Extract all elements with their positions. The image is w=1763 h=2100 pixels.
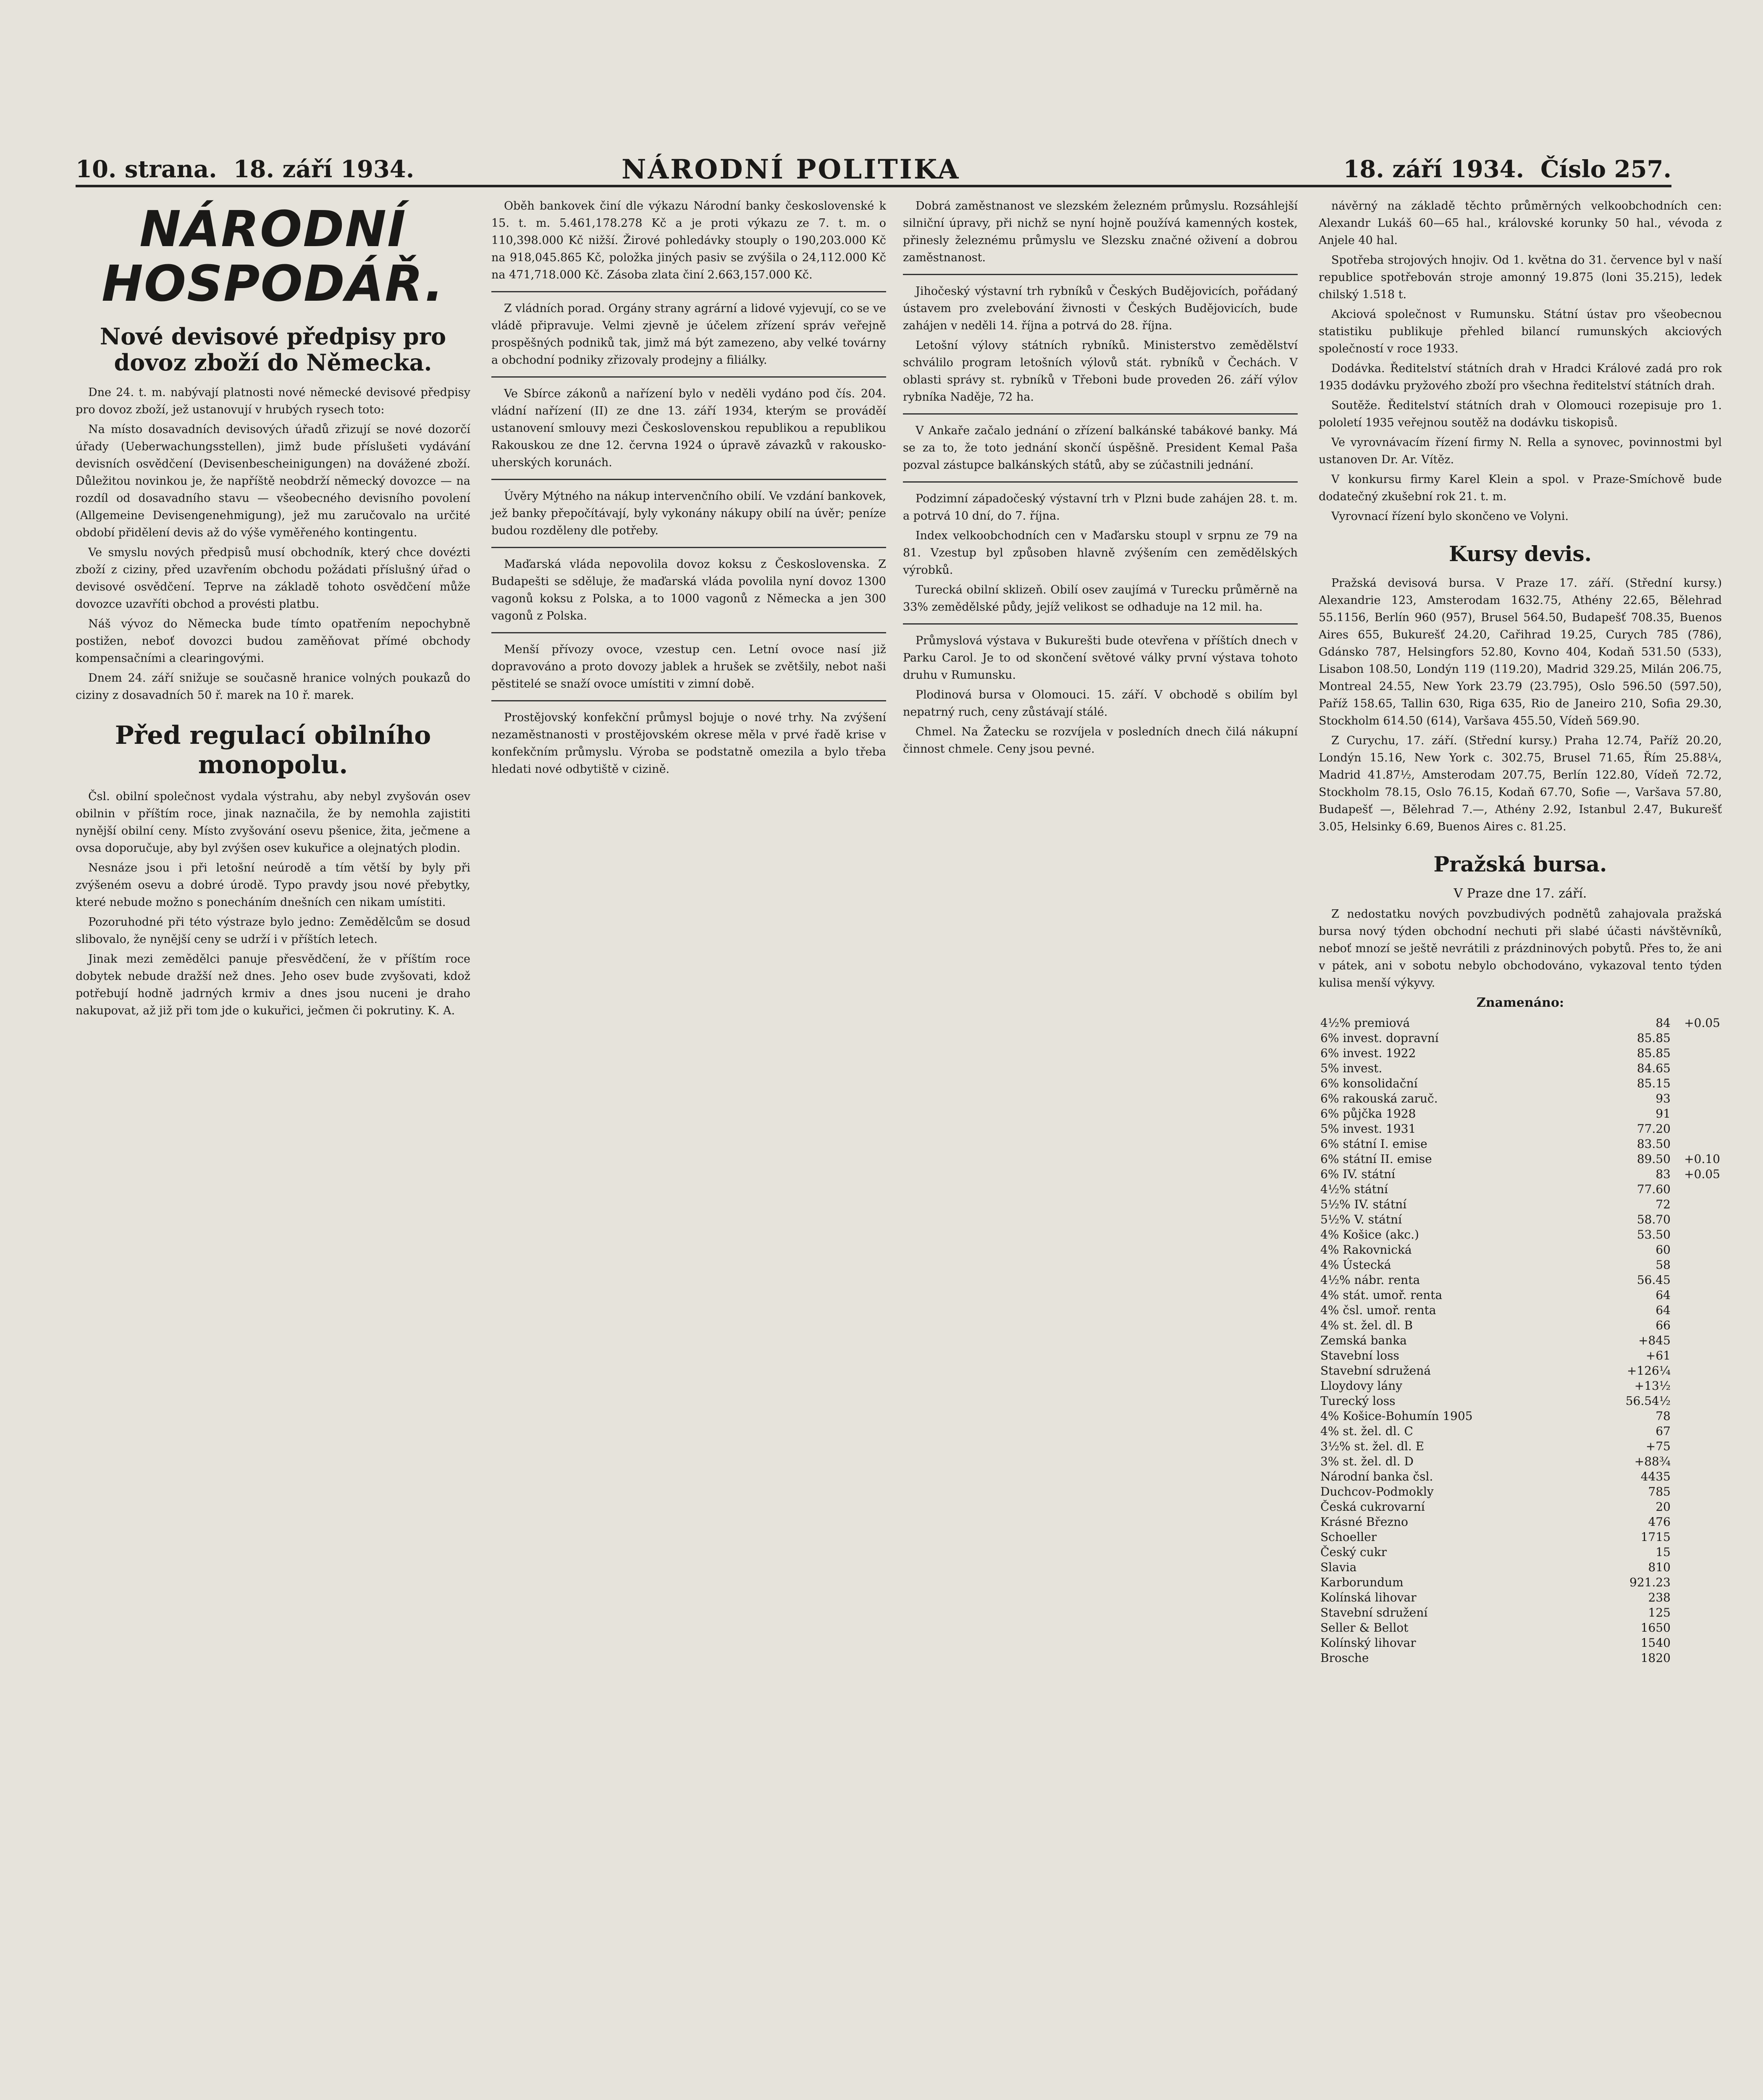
bond-value: 66 — [1655, 1318, 1671, 1332]
bond-change — [1672, 1031, 1722, 1046]
divider — [491, 291, 886, 292]
bond-row — [1319, 1515, 1722, 1530]
bond-name: 4½% státní — [1320, 1182, 1388, 1196]
bond-value: 83.50 — [1637, 1137, 1671, 1151]
bond-value: 1820 — [1640, 1651, 1671, 1665]
bond-value: 60 — [1655, 1243, 1671, 1257]
bond-change — [1672, 1091, 1722, 1106]
bond-change — [1672, 1620, 1722, 1635]
bond-name: 4% stát. umoř. renta — [1320, 1288, 1443, 1302]
bond-name: Krásné Březno — [1320, 1515, 1409, 1529]
bond-value: 85.85 — [1637, 1031, 1671, 1045]
news-item: Podzimní západočeský výstavní trh v Plzni bude zahájen 28. t. m. a potrvá 10 dní, do 7. října. — [903, 492, 1298, 522]
bond-value: 84.65 — [1637, 1061, 1671, 1075]
bond-change — [1672, 1227, 1722, 1242]
bond-value: 83 — [1655, 1167, 1671, 1181]
bond-name: Kolínská lihovar — [1320, 1591, 1417, 1604]
bond-value: +88¾ — [1634, 1454, 1671, 1468]
bond-change — [1672, 1409, 1722, 1424]
bursa-text: Z nedostatku nových povzbudivých podnětů zahajovala pražská bursa nový týden obchodní nechuti při slabé účasti návštěvníků, neboť mnozí se ještě nevrátili z prázdninových pobytů. Přes to, že ani v pátek, ani v sobotu nebylo obchodováno, vykazoval tento týden kulisa menší výkyvy. — [1319, 908, 1722, 990]
bond-change — [1672, 1061, 1722, 1076]
news-item: Turecká obilní sklizeň. Obilí osev zaujímá v Turecku průměrně na 33% zemědělské půdy, jejíž velikost se odhaduje na 12 mil. ha. — [903, 583, 1298, 614]
news-item: Plodinová bursa v Olomouci. 15. září. V obchodě s obilím byl nepatrný ruch, ceny zůstávají stálé. — [903, 688, 1298, 719]
news-item: Vyrovnací řízení bylo skončeno ve Volyni. — [1331, 510, 1569, 523]
bond-value: 810 — [1648, 1560, 1671, 1574]
bond-row — [1319, 1394, 1722, 1409]
bond-change — [1672, 1394, 1722, 1409]
bond-name: 4% Košice-Bohumín 1905 — [1320, 1409, 1473, 1423]
bond-row — [1319, 1273, 1722, 1288]
article-paragraph: Nesnáze jsou i při letošní neúrodě a tím větší by byly při zvýšeném osevu a dobré úrodě. Typo pravdy jsou nové přebytky, které nebude možno s ponecháním dnešních cen nikam umístiti. — [76, 861, 470, 909]
bond-row — [1319, 1590, 1722, 1605]
bond-row — [1319, 1454, 1722, 1469]
bond-change — [1672, 1363, 1722, 1378]
divider — [903, 274, 1298, 275]
bond-row — [1319, 1303, 1722, 1318]
bond-name: Karborundum — [1320, 1575, 1404, 1589]
headline-devisove-predpisy: Nové devisové předpisy pro dovoz zboží do Německa. — [100, 323, 446, 376]
bond-row — [1319, 1016, 1722, 1031]
bond-row — [1319, 1076, 1722, 1091]
bond-value: 89.50 — [1637, 1152, 1671, 1166]
divider — [903, 481, 1298, 483]
news-item: Dobrá zaměstnanost ve slezském železném průmyslu. Rozsáhlejší silniční úpravy, při nichž se nyní hojně používá kamenných kostek, přinesly železnému průmyslu ve Slezsku značné oživení a dobrou zaměstnanost. — [903, 200, 1298, 264]
bond-row — [1319, 1257, 1722, 1273]
bond-name: 5½% V. státní — [1320, 1213, 1402, 1226]
bond-value: +61 — [1645, 1349, 1671, 1362]
bond-name: Stavební loss — [1320, 1349, 1399, 1362]
bond-row — [1319, 1348, 1722, 1363]
bond-row — [1319, 1620, 1722, 1635]
page-number: 10. strana. 18. září 1934. — [76, 155, 415, 183]
bond-row — [1319, 1651, 1722, 1666]
news-item: Ve Sbírce zákonů a nařízení bylo v neděli vydáno pod čís. 204. vládní nařízení (II) ze dne 13. září 1934, kterým se prováděí ustanovení smlouvy mezi Československou republikou a republikou Rakouskou ze dne 12. června 1924 o úpravě závazků v rakousko-uherských korunách. — [491, 387, 886, 469]
bond-value: 785 — [1648, 1485, 1671, 1499]
bond-name: Seller & Bellot — [1320, 1621, 1409, 1635]
header-date-left: 18. září 1934. — [233, 155, 415, 183]
bond-row — [1319, 1318, 1722, 1333]
bond-name: 4% st. žel. dl. C — [1320, 1424, 1413, 1438]
bond-value: 921.23 — [1629, 1575, 1671, 1589]
bond-row — [1319, 1152, 1722, 1167]
bond-name: 6% invest. 1922 — [1320, 1046, 1416, 1060]
news-item: Index velkoobchodních cen v Maďarsku stoupl v srpnu ze 79 na 81. Vzestup byl způsoben hlavně zvýšením cen zemědělských výrobků. — [903, 529, 1298, 577]
bond-name: 6% státní II. emise — [1320, 1152, 1432, 1166]
bond-row — [1319, 1333, 1722, 1348]
bond-name: Duchcov-Podmokly — [1320, 1485, 1434, 1499]
bond-name: 6% půjčka 1928 — [1320, 1107, 1416, 1121]
bond-name: 6% invest. dopravní — [1320, 1031, 1439, 1045]
bond-change — [1672, 1545, 1722, 1560]
bond-value: 1715 — [1640, 1530, 1671, 1544]
bond-row — [1319, 1469, 1722, 1484]
bond-name: Český cukr — [1320, 1545, 1387, 1559]
bond-value: 72 — [1655, 1197, 1671, 1211]
bond-value: 476 — [1648, 1515, 1671, 1529]
bond-value: 56.54½ — [1625, 1394, 1671, 1408]
news-item: Soutěže. Ředitelství státních drah v Olomouci rozepisuje pro 1. pololetí 1935 veřejnou soutěž na dodávku tiskopisů. — [1319, 399, 1722, 429]
bond-value: 56.45 — [1637, 1273, 1671, 1287]
column-4 — [1319, 197, 1722, 1666]
bond-row — [1319, 1046, 1722, 1061]
bond-change — [1672, 1651, 1722, 1666]
news-item: Chmel. Na Žatecku se rozvíjela v posledních dnech čilá nákupní činnost chmele. Ceny jsou pevné. — [903, 725, 1298, 756]
bond-change — [1672, 1530, 1722, 1545]
bond-name: 5½% IV. státní — [1320, 1197, 1407, 1211]
news-item: Prostějovský konfekční průmysl bojuje o nové trhy. Na zvýšení nezaměstnanosti v prostějovském okrese měla v prvé řadě krise v konfekčním průmyslu. Výroba se podstatně omezila a bylo třeba hledati nové odbytiště v cizině. — [491, 711, 886, 776]
bond-value: +13½ — [1634, 1379, 1671, 1393]
bond-name: Kolínský lihovar — [1320, 1636, 1416, 1650]
bond-row — [1319, 1575, 1722, 1590]
bond-name: Turecký loss — [1320, 1394, 1396, 1408]
bond-row — [1319, 1439, 1722, 1454]
bond-name: 4% st. žel. dl. B — [1320, 1318, 1413, 1332]
bond-name: Lloydovy lány — [1320, 1379, 1403, 1393]
bond-change — [1672, 1333, 1722, 1348]
news-item: Ve vyrovnávacím řízení firmy N. Rella a synovec, povinnostmi byl ustanoven Dr. Ar. Vítěz. — [1319, 436, 1722, 466]
bond-change — [1672, 1424, 1722, 1439]
bond-value: 58.70 — [1637, 1213, 1671, 1226]
bond-name: 4% Ústecká — [1320, 1258, 1391, 1272]
bond-change — [1672, 1046, 1722, 1061]
column-2 — [491, 197, 886, 780]
bond-value: 93 — [1655, 1092, 1671, 1105]
bond-value: 4435 — [1640, 1470, 1671, 1483]
bond-row — [1319, 1424, 1722, 1439]
bond-value: 85.15 — [1637, 1076, 1671, 1090]
bond-change — [1672, 1303, 1722, 1318]
headline-obilni-monopol: Před regulací obilního monopolu. — [115, 721, 431, 780]
bond-name: 4% Košice (akc.) — [1320, 1228, 1419, 1242]
news-item: Letošní výlovy státních rybníků. Ministerstvo zemědělství schválilo program letošních výlovů stát. rybníků v Čechách. V oblasti správy st. rybníků v Třeboni bude proveden 26. září výlov rybníka Naděje, 72 ha. — [903, 339, 1298, 404]
bond-change — [1672, 1515, 1722, 1530]
bond-row — [1319, 1061, 1722, 1076]
news-item: Jihočeský výstavní trh rybníků v Českých Budějovicích, pořádaný ústavem pro zvelebování živnosti v Českých Budějovicích, bude zahájen v neděli 14. října a potrvá do 28. října. — [903, 285, 1298, 332]
bond-row — [1319, 1484, 1722, 1499]
news-item: V Ankaře začalo jednání o zřízení balkánské tabákové banky. Má se za to, že toto jednání skončí úspěšně. President Kemal Paša pozval zástupce balkánských států, aby se zúčastnili jednání. — [903, 424, 1298, 472]
bond-value: 77.60 — [1637, 1182, 1671, 1196]
bond-row — [1319, 1197, 1722, 1212]
divider — [903, 413, 1298, 415]
bond-row — [1319, 1363, 1722, 1378]
bond-quotes-table — [1319, 1016, 1722, 1666]
bond-value: 53.50 — [1637, 1228, 1671, 1242]
bond-row — [1319, 1212, 1722, 1227]
news-item: Z vládních porad. Orgány strany agrární a lidové vyjevují, co se ve vládě připravuje. Velmi zjevně je účelem zřízení správ veřejně prospěšných podniků tak, jimž má být zamezeno, aby velké továrny a obchodní podniky zřizovaly prodejny a filiálky. — [491, 302, 886, 367]
bond-name: 5% invest. 1931 — [1320, 1122, 1416, 1136]
article-paragraph: Pozoruhodné při této výstraze bylo jedno: Zemědělcům se dosud slibovalo, že nynější ceny se udrží i v příštích letech. — [76, 916, 470, 946]
bond-name: 5% invest. — [1320, 1061, 1383, 1075]
bond-value: +845 — [1638, 1334, 1671, 1347]
bond-name: Česká cukrovarní — [1320, 1500, 1425, 1514]
bond-change — [1672, 1273, 1722, 1288]
bond-row — [1319, 1635, 1722, 1651]
news-item: Průmyslová výstava v Bukurešti bude otevřena v příštích dnech v Parku Carol. Je to od skončení světové války první výstava tohoto druhu v Rumunsku. — [903, 634, 1298, 682]
bond-value: 1540 — [1640, 1636, 1671, 1650]
bond-row — [1319, 1605, 1722, 1620]
page-header — [76, 151, 1671, 187]
bond-value: 91 — [1655, 1107, 1671, 1121]
bond-name: Brosche — [1320, 1651, 1369, 1665]
bond-change — [1672, 1499, 1722, 1515]
bond-name: 4½% premiová — [1320, 1016, 1410, 1030]
bond-change: +0.10 — [1684, 1152, 1720, 1166]
divider — [491, 632, 886, 633]
bond-value: 125 — [1648, 1606, 1671, 1620]
bond-value: 64 — [1655, 1288, 1671, 1302]
bond-value: 84 — [1655, 1016, 1671, 1030]
header-right — [1343, 155, 1671, 183]
bond-row — [1319, 1031, 1722, 1046]
kursy-text: Pražská devisová bursa. V Praze 17. září. (Střední kursy.) Alexandrie 123, Amsterodam 1632.75, Athény 22.65, Bělehrad 55.1156, Berlín 960 (957), Brusel 564.50, Budapešť 708.35, Buenos Aires 655, Bukurešť 24.20, Cařihrad 19.25, Curych 785 (786), Gdánsko 787, Helsingfors 52.80, Kovno 404, Kodaň 531.50 (533), Lisabon 108.50, Londýn 119 (119.20), Madrid 329.25, Milán 206.75, Montreal 24.55, New York 23.79 (23.795), Oslo 596.50 (597.50), Paříž 158.65, Tallin 630, Riga 635, Rio de Janeiro 210, Sofia 29.30, Stockholm 614.50 (614), Varšava 455.50, Vídeň 569.90. — [1319, 577, 1722, 727]
column-1 — [76, 197, 470, 1022]
headline-kursy-devis: Kursy devis. — [1448, 541, 1592, 566]
header-date-right: 18. září 1934. — [1343, 155, 1524, 183]
bond-row — [1319, 1121, 1722, 1137]
bond-change — [1672, 1197, 1722, 1212]
bond-name: Stavební sdružení — [1320, 1606, 1428, 1620]
bond-change — [1672, 1318, 1722, 1333]
article-paragraph: Dne 24. t. m. nabývají platnosti nové německé devisové předpisy pro dovoz zboží, jež ustanovují v hrubých rysech toto: — [76, 386, 470, 416]
bond-change — [1672, 1454, 1722, 1469]
bond-change — [1672, 1121, 1722, 1137]
issue-number: Číslo 257. — [1540, 155, 1671, 183]
article-paragraph: Čsl. obilní společnost vydala výstrahu, aby nebyl zvyšován osev obilnin v příštím roce, jinak naznačila, že by nemohla zajistiti nynější obilní ceny. Místo zvyšování osevu pšenice, žita, ječmene a ovsa doporučuje, aby byl zvýšen osev kukuřice a olejnatých plodin. — [76, 790, 470, 855]
news-item: návěrný na základě těchto průměrných velkoobchodních cen: Alexandr Lukáš 60—65 hal., královské korunky 50 hal., vévoda z Anjele 40 hal. — [1319, 200, 1722, 247]
news-item: Úvěry Mýtného na nákup intervenčního obilí. Ve vzdání bankovek, jež banky přepočítávají, byly vykonány nákupy obilí na úvěr; peníze budou rozděleny dle potřeby. — [491, 490, 886, 537]
bond-name: 3½% st. žel. dl. E — [1320, 1439, 1425, 1453]
bond-change — [1672, 1439, 1722, 1454]
news-item: Oběh bankovek činí dle výkazu Národní banky československé k 15. t. m. 5.461,178.278 Kč a je proti výkazu ze 7. t. m. o 110,398.000 Kč nižší. Žirové pohledávky stouply o 190,203.000 Kč na 918,045.865 Kč, položka jiných pasiv se zvýšila o 24,112.000 Kč na 471,718.000 Kč. Zásoba zlata činí 2.663,157.000 Kč. — [491, 200, 886, 281]
bond-change — [1672, 1469, 1722, 1484]
bond-name: 6% IV. státní — [1320, 1167, 1396, 1181]
bond-name: Slavia — [1320, 1560, 1357, 1574]
bond-value: 58 — [1655, 1258, 1671, 1272]
znamenano-label: Znamenáno: — [1476, 995, 1564, 1010]
bond-name: 3% st. žel. dl. D — [1320, 1454, 1414, 1468]
bursa-dateline: V Praze dne 17. září. — [1453, 886, 1587, 901]
bond-change — [1672, 1106, 1722, 1121]
bond-name: 6% státní I. emise — [1320, 1137, 1427, 1151]
bond-row — [1319, 1545, 1722, 1560]
bond-change — [1672, 1242, 1722, 1257]
bond-name: 4½% nábr. renta — [1320, 1273, 1420, 1287]
bond-change — [1672, 1288, 1722, 1303]
bond-row — [1319, 1378, 1722, 1394]
bond-name: 4% Rakovnická — [1320, 1243, 1412, 1257]
bond-change — [1672, 1484, 1722, 1499]
bond-row — [1319, 1499, 1722, 1515]
bond-value: 20 — [1655, 1500, 1671, 1514]
news-item: Maďarská vláda nepovolila dovoz koksu z Československa. Z Budapešti se sděluje, že maďarská vláda povolila nyní dovoz 1300 vagonů koksu z Polska, a to 1000 vagonů z Německa a jen 300 vagonů z Polska. — [491, 558, 886, 622]
bond-row — [1319, 1167, 1722, 1182]
bond-change — [1672, 1182, 1722, 1197]
bond-change — [1672, 1575, 1722, 1590]
curych-text: Z Curychu, 17. září. (Střední kursy.) Praha 12.74, Paříž 20.20, Londýn 15.16, New York c. 302.75, Brusel 71.65, Řím 25.88¼, Madrid 41.87½, Amsterodam 207.75, Berlín 122.80, Vídeň 72.72, Stockholm 78.15, Oslo 76.15, Kodaň 67.70, Sofie —, Varšava 57.80, Budapešť —, Bělehrad 7.—, Athény 2.92, Istanbul 2.47, Bukurešť 3.05, Helsinky 6.69, Buenos Aires c. 81.25. — [1319, 734, 1722, 833]
bond-name: 6% rakouská zaruč. — [1320, 1092, 1438, 1105]
divider — [491, 700, 886, 701]
divider — [491, 479, 886, 480]
section-title: NÁRODNÍ HOSPODÁŘ. — [102, 200, 444, 312]
bond-change — [1672, 1257, 1722, 1273]
bond-value: 238 — [1648, 1591, 1671, 1604]
bond-value: +126¼ — [1627, 1364, 1671, 1378]
bond-name: Schoeller — [1320, 1530, 1377, 1544]
bond-change — [1672, 1605, 1722, 1620]
bond-row — [1319, 1091, 1722, 1106]
bond-row — [1319, 1106, 1722, 1121]
article-paragraph: Náš vývoz do Německa bude tímto opatřením nepochybně postižen, neboť dovozci budou zaměňovat přímé obchody kompensačními a clearingovými. — [76, 617, 470, 665]
bond-name: Zemská banka — [1320, 1334, 1407, 1347]
headline-prazska-bursa: Pražská bursa. — [1433, 852, 1607, 877]
bond-change — [1672, 1590, 1722, 1605]
bond-name: 4% čsl. umoř. renta — [1320, 1303, 1436, 1317]
bond-row — [1319, 1530, 1722, 1545]
bond-name: 6% konsolidační — [1320, 1076, 1418, 1090]
bond-change — [1672, 1560, 1722, 1575]
article-paragraph: Dnem 24. září snižuje se současně hranice volných poukazů do ciziny z dosavadních 50 ř. marek na 10 ř. marek. — [76, 672, 470, 702]
bond-change: +0.05 — [1684, 1167, 1720, 1181]
bond-value: +75 — [1645, 1439, 1671, 1453]
divider — [491, 376, 886, 378]
bond-row — [1319, 1409, 1722, 1424]
bond-change: +0.05 — [1684, 1016, 1720, 1030]
news-item: V konkursu firmy Karel Klein a spol. v Praze-Smíchově bude dodatečný zkušební rok 21. t. m. — [1319, 473, 1722, 503]
article-paragraph: Jinak mezi zemědělci panuje přesvědčení, že v příštím roce dobytek nebude dražší než dnes. Jeho osev bude zvyšovati, kdož potřebují hodně jadrných krmiv a dnes jsou nuceni je draho nakupovat, až již při tom jde o kukuřici, ječmen či pokrutiny. K. A. — [76, 953, 470, 1017]
bond-value: 64 — [1655, 1303, 1671, 1317]
bond-value: 77.20 — [1637, 1122, 1671, 1136]
bond-row — [1319, 1182, 1722, 1197]
article-paragraph: Na místo dosavadních devisových úřadů zřizují se nové dozorčí úřady (Ueberwachungsstellen), jimž bude příslušeti vydávání devisních osvědčení (Devisenbescheinigungen) na dovážené zboží. Důležitou novinkou je, že napříště neobdrží německý dovozce — na rozdíl od dosavadního stavu — všeobecného devisního povolení (Allgemeine Devisengenehmigung), jež mu zaručovalo na určité období přidělení devis až do výše vyměřeného kontingentu. — [76, 423, 470, 539]
article-paragraph: Ve smyslu nových předpisů musí obchodník, který chce dovézti zboží z ciziny, před uzavřením obchodu požádati příslušný úřad o devisové osvědčení. Teprve na základě tohoto osvědčení může dovozce uzavříti obchod a provésti platbu. — [76, 546, 470, 611]
bond-change — [1672, 1076, 1722, 1091]
bond-change — [1672, 1348, 1722, 1363]
news-item: Menší přívozy ovoce, vzestup cen. Letní ovoce nasí již dopravováno a proto dovozy jablek a hrušek se zvětšily, nebot naši pěstitelé se snaží ovoce umístiti v zimní době. — [491, 643, 886, 690]
bond-row — [1319, 1137, 1722, 1152]
bond-value: 15 — [1655, 1545, 1671, 1559]
bond-name: Stavební sdružená — [1320, 1364, 1431, 1378]
bond-change — [1672, 1635, 1722, 1651]
bond-value: 85.85 — [1637, 1046, 1671, 1060]
bond-row — [1319, 1242, 1722, 1257]
bond-value: 1650 — [1640, 1621, 1671, 1635]
news-item: Akciová společnost v Rumunsku. Státní ústav pro všeobecnou statistiku publikuje přehled bilancí rumunských akciových společností v roce 1933. — [1319, 308, 1722, 355]
masthead: NÁRODNÍ POLITIKA — [622, 154, 960, 185]
bond-value: 67 — [1655, 1424, 1671, 1438]
divider — [491, 547, 886, 548]
bond-change — [1672, 1137, 1722, 1152]
news-item: Spotřeba strojových hnojiv. Od 1. května do 31. července byl v naší republice spotřebován stroje amonný 19.875 (loni 35.215), ledek chilský 1.518 t. — [1319, 254, 1722, 301]
divider — [903, 623, 1298, 625]
bond-row — [1319, 1560, 1722, 1575]
bond-value: 78 — [1655, 1409, 1671, 1423]
bond-row — [1319, 1227, 1722, 1242]
bond-change — [1672, 1212, 1722, 1227]
bond-row — [1319, 1288, 1722, 1303]
bond-name: Národní banka čsl. — [1320, 1470, 1433, 1483]
column-3 — [903, 197, 1298, 760]
news-item: Dodávka. Ředitelství státních drah v Hradci Králové zadá pro rok 1935 dodávku pryžového zboží pro všechna ředitelství státních drah. — [1319, 362, 1722, 392]
bond-change — [1672, 1378, 1722, 1394]
